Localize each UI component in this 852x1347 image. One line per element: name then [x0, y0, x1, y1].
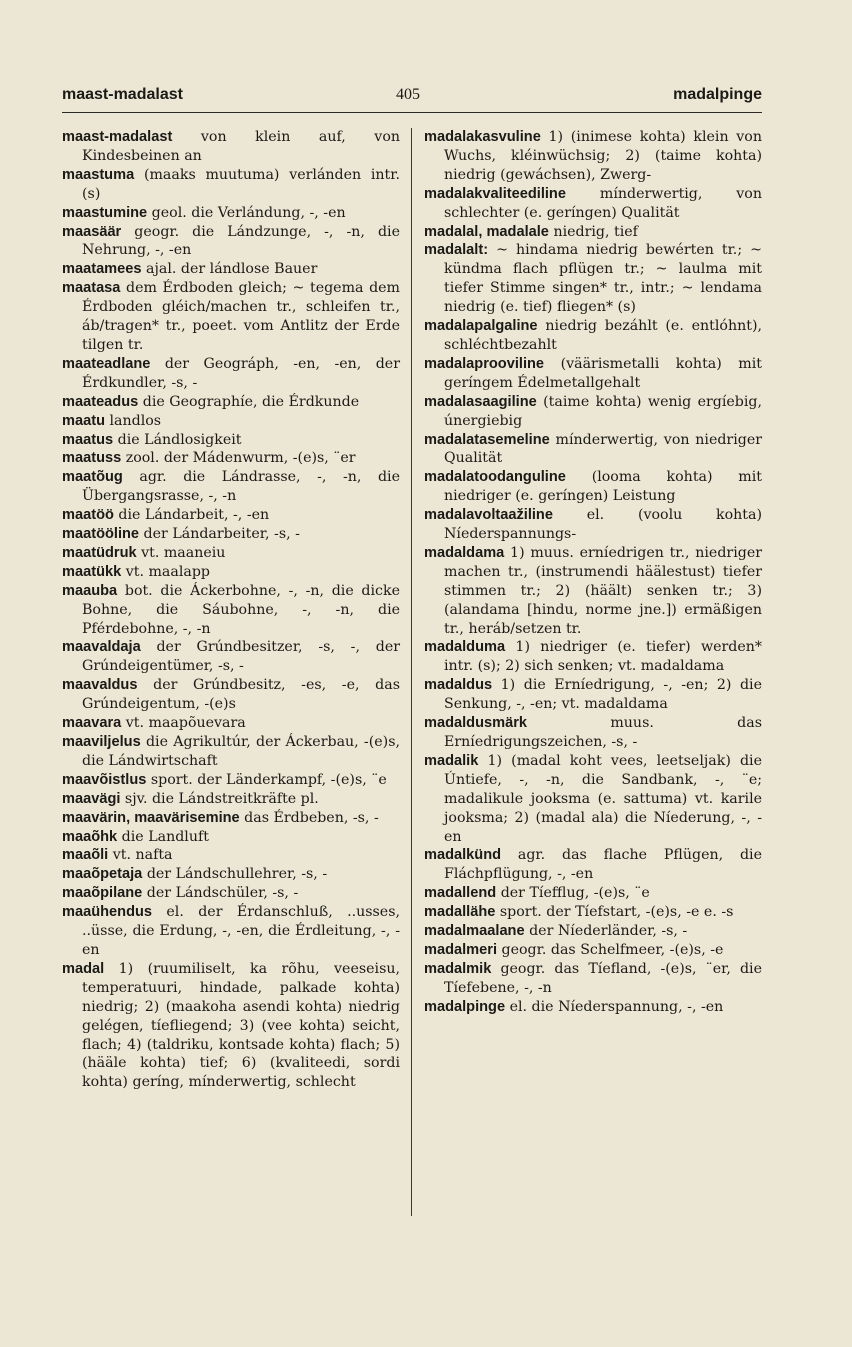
- dictionary-entry: [62, 260, 400, 279]
- entry-definition: sport. der Länderkampf, -(e)s, ¨e: [146, 771, 387, 788]
- entry-definition: el. (voolu kohta) Níederspannungs-: [444, 507, 762, 543]
- dictionary-entry: [62, 393, 400, 412]
- right-column: [424, 128, 762, 1017]
- entry-headword: madalmik: [424, 960, 492, 977]
- entry-definition: sjv. die Lándstreitkräfte pl.: [120, 790, 319, 807]
- entry-headword: maaviljelus: [62, 734, 141, 750]
- dictionary-entry: [424, 506, 762, 544]
- entry-headword: maasäär: [62, 223, 122, 240]
- entry-headword: maavägi: [62, 790, 121, 807]
- entry-definition: die Lándlosigkeit: [113, 431, 242, 448]
- dictionary-entry: [424, 676, 762, 714]
- entry-definition: el. der Érdanschluß, ..usses, ..üsse, die Erdung, -, -en, die Érdleitung, -, -en: [82, 904, 400, 958]
- dictionary-entry: [424, 185, 762, 223]
- dictionary-entry: [62, 431, 400, 450]
- entry-definition: vt. maapõuevara: [121, 715, 246, 732]
- entry-definition: mínderwertig, von niedriger Qualität: [444, 431, 762, 467]
- dictionary-entry: [424, 393, 762, 431]
- column-divider: [411, 128, 412, 1216]
- entry-headword: madallähe: [424, 904, 496, 921]
- entry-definition: 1) niedriger (e. tiefer) werden* intr. (s); 2) sich senken; vt. madaldama: [444, 639, 762, 675]
- dictionary-entry: [424, 223, 762, 242]
- entry-headword: madalik: [424, 752, 479, 769]
- entry-definition: 1) (inimese kohta) klein von Wuchs, kléinwüchsig; 2) (taime kohta) niedrig (gewáchsen), Zwerg-: [444, 129, 762, 183]
- dictionary-entry: [62, 884, 400, 903]
- dictionary-entry: [424, 431, 762, 469]
- entry-headword: madalmeri: [424, 941, 498, 958]
- dictionary-entry: [424, 468, 762, 506]
- entry-definition: der Lándschullehrer, -s, -: [142, 866, 328, 883]
- entry-headword: maaõpilane: [62, 885, 143, 902]
- entry-headword: maatu: [62, 412, 105, 429]
- dictionary-entry: [424, 317, 762, 355]
- dictionary-entry: [62, 355, 400, 393]
- entry-definition: der Lándarbeiter, -s, -: [139, 526, 300, 543]
- entry-definition: ~ hindama niedrig bewérten tr.; ~ kündma flach pflügen tr.; ~ laulma mit tiefer Stimme singen* tr., intr.; ~ lendama niedrig (e. tief) fliegen* (s): [444, 242, 762, 316]
- entry-definition: vt. nafta: [108, 847, 173, 864]
- dictionary-entry: [62, 166, 400, 204]
- entry-definition: sport. der Tíefstart, -(e)s, -e e. -s: [495, 904, 734, 921]
- entry-definition: muus. das Erníedrigungszeichen, -s, -: [444, 715, 762, 750]
- entry-definition: der Grúndbesitzer, -s, -, der Grúndeigentümer, -s, -: [82, 639, 400, 675]
- dictionary-entry: [62, 279, 400, 355]
- entry-headword: madaldama: [424, 544, 505, 561]
- entry-definition: (maaks muutuma) verlánden intr. (s): [82, 166, 400, 202]
- entry-definition: vt. maalapp: [121, 563, 210, 580]
- page-number: 405: [396, 86, 420, 103]
- entry-definition: zool. der Mádenwurm, -(e)s, ¨er: [121, 450, 356, 467]
- entry-headword: maaõli: [62, 847, 109, 864]
- dictionary-entry: [62, 582, 400, 639]
- entry-definition: der Tíefflug, -(e)s, ¨e: [496, 885, 650, 902]
- entry-headword: maatöö: [62, 507, 114, 524]
- entry-definition: der Geográph, -en, -en, der Érdkundler, -s, -: [82, 355, 400, 391]
- dictionary-entry: [424, 998, 762, 1017]
- entry-headword: maaõhk: [62, 828, 118, 845]
- dictionary-entry: [424, 355, 762, 393]
- dictionary-entry: [62, 714, 400, 733]
- entry-definition: ajal. der lándlose Bauer: [141, 261, 318, 278]
- dictionary-entry: [424, 884, 762, 903]
- dictionary-entry: [62, 204, 400, 223]
- entry-definition: 1) die Erníedrigung, -, -en; 2) die Senkung, -, -en; vt. madaldama: [444, 677, 762, 713]
- header-rule: [62, 112, 762, 113]
- entry-headword: madalakasvuline: [424, 129, 541, 145]
- entry-headword: madalavoltaažiline: [424, 507, 553, 524]
- dictionary-entry: [424, 846, 762, 884]
- dictionary-entry: [62, 563, 400, 582]
- entry-definition: dem Érdboden gleich; ~ tegema dem Érdboden gléich/machen tr., schleifen tr., áb/tragen* tr., poeet. vom Antlitz der Erde tilgen tr.: [82, 280, 400, 353]
- dictionary-entry: [62, 865, 400, 884]
- running-head: [62, 82, 762, 110]
- dictionary-entry: [424, 128, 762, 185]
- entry-definition: der Níederländer, -s, -: [524, 923, 688, 940]
- dictionary-entry: [424, 960, 762, 998]
- entry-definition: niedrig, tief: [548, 223, 638, 240]
- entry-definition: 1) (ruumiliselt, ka rõhu, veeseisu, temperatuuri, hindade, palkade kohta) niedrig; 2) (maakoha asendi kohta) niedrig gelégen, tíefliegend; 3) (vee kohta) seicht, flach; 4) (taldriku, kontsade kohta) flach; 5) (hääle kohta) tief; 6) (kvaliteedi, sordi kohta) geríng, mínderwertig, schlecht: [82, 960, 400, 1091]
- entry-headword: maatus: [62, 431, 114, 448]
- entry-headword: madalasaagiline: [424, 393, 537, 410]
- entry-headword: madaldusmärk: [424, 715, 528, 732]
- entry-headword: maateadus: [62, 393, 139, 410]
- entry-headword: maastumine: [62, 204, 148, 221]
- entry-headword: maast-madalast: [62, 129, 173, 145]
- entry-headword: madalalt:: [424, 242, 489, 259]
- entry-headword: maavõistlus: [62, 771, 147, 788]
- entry-definition: (väärismetalli kohta) mit geríngem Édelmetallgehalt: [444, 355, 762, 391]
- entry-definition: die Geographíe, die Érdkunde: [138, 393, 360, 410]
- entry-headword: madaldus: [424, 677, 493, 694]
- dictionary-entry: [62, 525, 400, 544]
- entry-definition: (taime kohta) wenig ergíebig, únergiebig: [444, 393, 762, 429]
- entry-definition: (looma kohta) mit niedriger (e. geríngen) Leistung: [444, 469, 762, 505]
- entry-definition: landlos: [104, 412, 162, 429]
- dictionary-entry: [424, 941, 762, 960]
- entry-definition: 1) muus. erníedrigen tr., niedriger machen tr., (instrumendi häälestust) tiefer stimmen tr.; 2) (häält) senken tr.; 3) (alandama [hindu, norme jne.]) ermäßigen tr., heráb/setzen tr.: [444, 544, 762, 637]
- running-head-left: maast-madalast: [62, 86, 183, 103]
- entry-headword: maatamees: [62, 261, 142, 278]
- entry-definition: die Landluft: [117, 828, 209, 845]
- entry-definition: das Érdbeben, -s, -: [239, 809, 379, 826]
- dictionary-entry: [424, 714, 762, 752]
- entry-definition: geogr. die Lándzunge, -, -n, die Nehrung, -, -en: [82, 223, 400, 259]
- dictionary-entry: [62, 733, 400, 771]
- entry-headword: maatööline: [62, 526, 140, 543]
- dictionary-entry: [62, 809, 400, 828]
- dictionary-entry: [62, 468, 400, 506]
- dictionary-entry: [424, 638, 762, 676]
- entry-headword: madalakvaliteediline: [424, 185, 566, 202]
- dictionary-entry: [62, 412, 400, 431]
- dictionary-entry: [62, 846, 400, 865]
- entry-headword: maatasa: [62, 280, 121, 297]
- entry-headword: maavara: [62, 715, 122, 732]
- entry-headword: madalapalgaline: [424, 318, 538, 335]
- entry-definition: geogr. das Tíefland, -(e)s, ¨er, die Tíefebene, -, -n: [444, 960, 762, 996]
- entry-definition: die Lándarbeit, -, -en: [113, 507, 270, 524]
- dictionary-entry: [424, 922, 762, 941]
- dictionary-entry: [62, 128, 400, 166]
- entry-headword: maavaldaja: [62, 639, 141, 656]
- entry-definition: von klein auf, von Kindesbeinen an: [82, 129, 400, 164]
- dictionary-entry: [62, 771, 400, 790]
- dictionary-entry: [62, 449, 400, 468]
- entry-definition: niedrig bezáhlt (e. entlóhnt), schléchtbezahlt: [444, 318, 762, 353]
- entry-headword: maatuss: [62, 450, 122, 467]
- entry-definition: el. die Níederspannung, -, -en: [505, 998, 724, 1015]
- entry-headword: madal: [62, 960, 105, 977]
- entry-definition: agr. die Lándrasse, -, -n, die Übergangsrasse, -, -n: [82, 469, 400, 505]
- entry-headword: madalpinge: [424, 998, 506, 1015]
- entry-definition: 1) (madal koht vees, leetseljak) die Úntiefe, -, -n, die Sandbank, -, ¨e; madalikule jooksma (e. sattuma) vt. karile jooksma; 2) (madal ala) die Níederung, -, -en: [444, 752, 762, 845]
- dictionary-entry: [62, 506, 400, 525]
- dictionary-entry: [62, 903, 400, 960]
- entry-headword: maastuma: [62, 166, 135, 183]
- entry-definition: der Lándschüler, -s, -: [142, 885, 299, 902]
- entry-headword: maaühendus: [62, 904, 153, 921]
- dictionary-entry: [424, 752, 762, 847]
- entry-headword: madalduma: [424, 639, 506, 656]
- dictionary-entry: [62, 223, 400, 261]
- dictionary-entry: [62, 828, 400, 847]
- dictionary-entry: [62, 544, 400, 563]
- left-column: [62, 128, 400, 1092]
- dictionary-entry: [62, 676, 400, 714]
- entry-headword: maavaldus: [62, 677, 138, 694]
- entry-headword: madalkünd: [424, 847, 502, 864]
- entry-headword: madalmaalane: [424, 923, 525, 940]
- dictionary-entry: [62, 790, 400, 809]
- entry-definition: agr. das flache Pflügen, die Fláchpflügung, -, -en: [444, 847, 762, 883]
- entry-definition: bot. die Áckerbohne, -, -n, die dicke Bohne, die Sáubohne, -, -n, die Pférdebohne, -, -n: [82, 582, 400, 637]
- entry-definition: geol. die Verlándung, -, -en: [147, 204, 346, 221]
- entry-definition: der Grúndbesitz, -es, -e, das Grúndeigentum, -(e)s: [82, 677, 400, 713]
- entry-headword: madalal, madalale: [424, 223, 549, 240]
- entry-definition: vt. maaneiu: [136, 544, 226, 561]
- entry-headword: maateadlane: [62, 355, 151, 372]
- entry-headword: maatükk: [62, 563, 122, 580]
- entry-headword: maauba: [62, 582, 118, 599]
- running-head-right: madalpinge: [673, 86, 762, 103]
- dictionary-entry: [424, 544, 762, 639]
- entry-headword: madalaprooviline: [424, 355, 545, 372]
- entry-headword: madalatasemeline: [424, 431, 550, 448]
- dictionary-entry: [424, 903, 762, 922]
- entry-headword: maatüdruk: [62, 544, 137, 561]
- dictionary-entry: [62, 638, 400, 676]
- entry-headword: madalatoodanguline: [424, 469, 566, 486]
- entry-headword: maavärin, maavärisemine: [62, 809, 240, 826]
- entry-headword: maaõpetaja: [62, 866, 143, 883]
- entry-definition: geogr. das Schelfmeer, -(e)s, -e: [497, 941, 724, 958]
- dictionary-entry: [62, 960, 400, 1092]
- dictionary-entry: [424, 241, 762, 317]
- entry-headword: madallend: [424, 885, 497, 902]
- entry-definition: die Agrikultúr, der Áckerbau, -(e)s, die Lándwirtschaft: [82, 734, 400, 769]
- entry-definition: mínderwertig, von schlechter (e. geríngen) Qualität: [444, 185, 762, 221]
- entry-headword: maatõug: [62, 469, 123, 486]
